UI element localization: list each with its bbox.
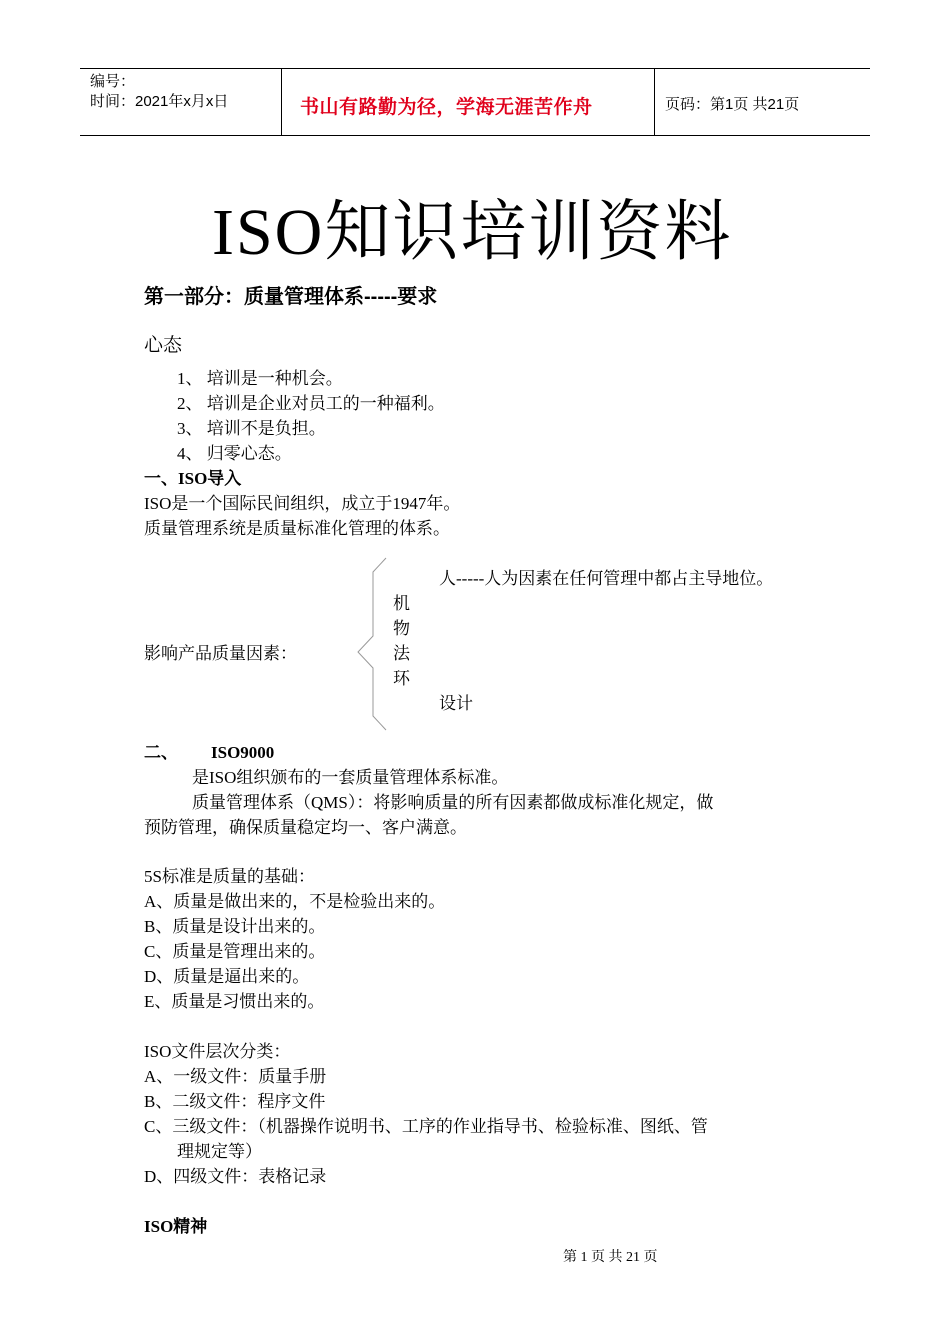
page-footer: 第 1 页 共 21 页 [563, 1250, 658, 1265]
brace-shape [356, 556, 390, 732]
spirit-heading: ISO精神 [144, 1217, 208, 1236]
doc-level-item: C、三级文件：（机器操作说明书、工序的作业指导书、检验标准、图纸、管 [144, 1117, 708, 1136]
factors-label: 影响产品质量因素： [144, 644, 297, 663]
fives-item: E、质量是习惯出来的。 [144, 992, 325, 1011]
header-page-info: 页码：第1页 共21页 [665, 96, 800, 113]
mindset-heading: 心态 [144, 335, 183, 356]
header-motto: 书山有路勤为径，学海无涯苦作舟 [300, 97, 593, 118]
mindset-item: 4、 归零心态。 [177, 444, 292, 463]
fives-item: D、质量是逼出来的。 [144, 967, 310, 986]
section2-line: 预防管理，确保质量稳定均一、客户满意。 [144, 818, 467, 837]
section2-title: ISO9000 [211, 743, 275, 762]
factor-method: 法 [393, 644, 410, 663]
doc-level-item-continued: 理规定等） [177, 1142, 262, 1161]
section1-line: 质量管理系统是质量标准化管理的体系。 [144, 519, 450, 538]
factor-material: 物 [393, 619, 410, 638]
section2-line: 质量管理体系（QMS）：将影响质量的所有因素都做成标准化规定，做 [192, 793, 714, 812]
mindset-item: 2、 培训是企业对员工的一种福利。 [177, 394, 445, 413]
fives-item: A、质量是做出来的，不是检验出来的。 [144, 892, 446, 911]
header-divider-1 [281, 68, 282, 136]
mindset-item: 3、 培训不是负担。 [177, 419, 326, 438]
section1-heading: 一、ISO导入 [144, 469, 242, 488]
factor-design: 设计 [439, 694, 473, 713]
section1-line: ISO是一个国际民间组织，成立于1947年。 [144, 494, 461, 513]
part1-heading: 第一部分：质量管理体系-----要求 [144, 286, 438, 308]
header-top-border [80, 68, 870, 69]
doc-level-item: B、二级文件：程序文件 [144, 1092, 326, 1111]
header-bottom-border [80, 135, 870, 136]
header-divider-2 [654, 68, 655, 136]
fives-heading: 5S标准是质量的基础： [144, 867, 315, 886]
fives-item: B、质量是设计出来的。 [144, 917, 326, 936]
factor-machine: 机 [393, 594, 410, 613]
fives-item: C、质量是管理出来的。 [144, 942, 326, 961]
doc-level-item: D、四级文件：表格记录 [144, 1167, 327, 1186]
mindset-item: 1、 培训是一种机会。 [177, 369, 343, 388]
factor-people: 人-----人为因素在任何管理中都占主导地位。 [439, 569, 774, 588]
header-number: 编号： [90, 73, 136, 90]
doc-level-item: A、一级文件：质量手册 [144, 1067, 327, 1086]
section2-line: 是ISO组织颁布的一套质量管理体系标准。 [192, 768, 509, 787]
section2-number: 二、 [144, 743, 178, 762]
factor-environment: 环 [393, 669, 410, 688]
header-time: 时间：2021年x月x日 [90, 93, 229, 110]
doc-levels-heading: ISO文件层次分类： [144, 1042, 291, 1061]
document-title: ISO知识培训资料 [212, 196, 733, 269]
